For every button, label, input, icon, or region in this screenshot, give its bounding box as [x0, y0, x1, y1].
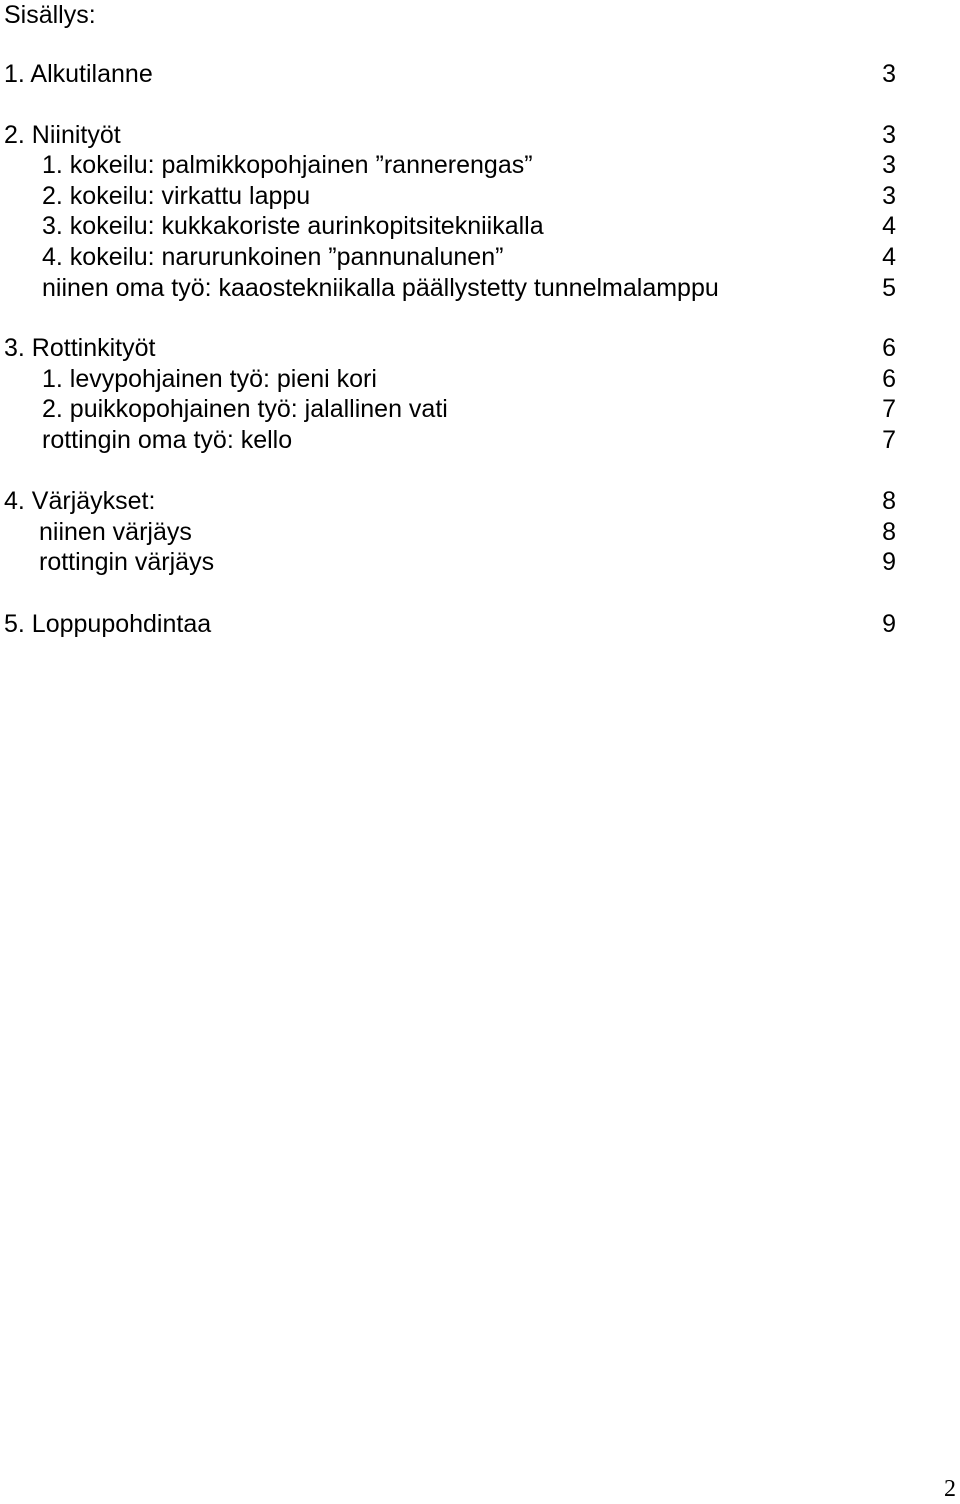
toc-entry-label: 5. Loppupohdintaa	[4, 610, 212, 638]
toc-entry-page: 3	[882, 60, 896, 88]
toc-entry-label: niinen oma työ: kaaostekniikalla päällystetty tunnelmalamppu	[42, 274, 719, 302]
toc-entry-rottingin-oma-tyo[interactable]	[0, 425, 960, 455]
toc-entry-label: 2. kokeilu: virkattu lappu	[42, 182, 311, 210]
toc-entry-label: 1. levypohjainen työ: pieni kori	[42, 365, 377, 393]
toc-entry-label: rottingin oma työ: kello	[42, 426, 293, 454]
toc-entry-page: 5	[882, 274, 896, 302]
toc-entry-label: 2. puikkopohjainen työ: jalallinen vati	[42, 395, 448, 423]
toc-entry-niinen-oma-tyo[interactable]	[0, 273, 960, 303]
toc-entry-kokeilu-4[interactable]	[0, 242, 960, 272]
toc-entry-page: 3	[882, 121, 896, 149]
toc-entry-varjaykset[interactable]	[0, 486, 960, 516]
toc-title: Sisällys:	[4, 1, 96, 29]
toc-entry-rottingin-varjays[interactable]	[0, 547, 960, 577]
toc-entry-kokeilu-3[interactable]	[0, 211, 960, 241]
toc-entry-kokeilu-1[interactable]	[0, 150, 960, 180]
toc-entry-niinen-varjays[interactable]	[0, 517, 960, 547]
toc-entry-page: 8	[882, 487, 896, 515]
toc-entry-alkutilanne[interactable]	[0, 59, 960, 89]
toc-entry-loppupohdintaa[interactable]	[0, 609, 960, 639]
toc-entry-rottinkityot[interactable]	[0, 333, 960, 363]
toc-entry-label: niinen värjäys	[39, 518, 192, 546]
toc-entry-page: 3	[882, 182, 896, 210]
toc-entry-page: 4	[882, 212, 896, 240]
toc-entry-kokeilu-2[interactable]	[0, 181, 960, 211]
toc-entry-page: 8	[882, 518, 896, 546]
toc-entry-label: 4. kokeilu: narurunkoinen ”pannunalunen”	[42, 243, 504, 271]
toc-entry-label: 1. kokeilu: palmikkopohjainen ”rannerengas”	[42, 151, 533, 179]
toc-entry-page: 4	[882, 243, 896, 271]
toc-entry-page: 9	[882, 610, 896, 638]
toc-entry-levypohjainen[interactable]	[0, 364, 960, 394]
toc-entry-page: 6	[882, 334, 896, 362]
toc-entry-label: 3. Rottinkityöt	[4, 334, 156, 362]
toc-entry-label: 4. Värjäykset:	[4, 487, 156, 515]
toc-entry-label: 2. Niinityöt	[4, 121, 121, 149]
toc-entry-page: 6	[882, 365, 896, 393]
page-number: 2	[944, 1476, 956, 1502]
toc-entry-page: 3	[882, 151, 896, 179]
toc-entry-label: rottingin värjäys	[39, 548, 215, 576]
toc-entry-label: 3. kokeilu: kukkakoriste aurinkopitsitekniikalla	[42, 212, 544, 240]
toc-entry-page: 9	[882, 548, 896, 576]
toc-entry-label: 1. Alkutilanne	[4, 60, 153, 88]
toc-entry-page: 7	[882, 426, 896, 454]
toc-entry-niinityot[interactable]	[0, 120, 960, 150]
toc-entry-page: 7	[882, 395, 896, 423]
toc-entry-puikkopohjainen[interactable]	[0, 394, 960, 424]
